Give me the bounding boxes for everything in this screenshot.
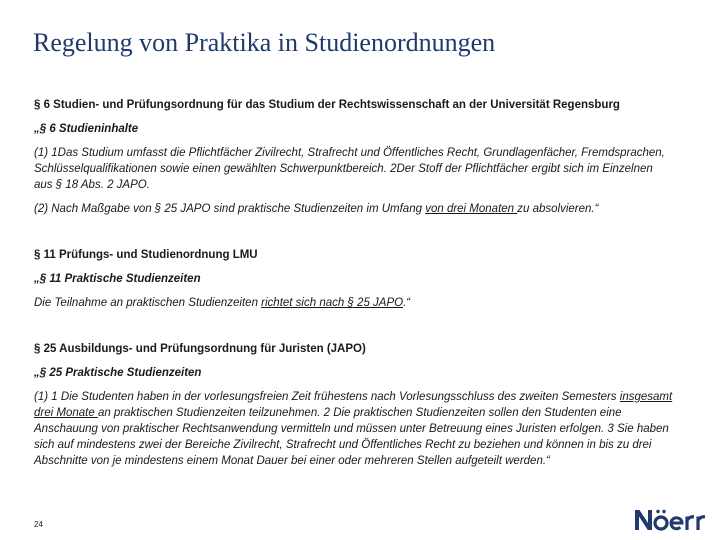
text-segment: .“ <box>403 297 411 309</box>
text-segment: (1) 1 Die Studenten haben in der vorlesungsfreien Zeit frühestens nach Vorlesungsschluss des zweiten Semesters <box>34 391 620 403</box>
paragraph-japo <box>34 389 674 469</box>
underlined-text: von drei Monaten <box>425 203 518 215</box>
section-heading-regensburg: § 6 Studien- und Prüfungsordnung für das Studium der Rechtswissenschaft an der Universität Regensburg <box>34 99 620 111</box>
text-segment: an praktischen Studienzeiten teilzunehmen. 2 Die praktischen Studienzeiten sollen den Studenten eine Anschauung von praktischer Rechtsanwendung vermitteln und müssen unter Betreuung eines Juristen erfolgen. 3 Sie haben sich auf mindestens zwei der Bereiche Zivilrecht, Strafrecht und Öffentliches Recht zu beziehen und können in bis zu drei Abschnitte von je mindestens einem Monat Dauer bei einer oder mehreren Stellen aufgeteilt werden.“ <box>34 407 669 467</box>
underlined-text: richtet sich nach § 25 JAPO <box>261 297 404 309</box>
section-heading-japo: § 25 Ausbildungs- und Prüfungsordnung für Juristen (JAPO) <box>34 343 366 355</box>
quote-title-studieninhalte: „§ 6 Studieninhalte <box>34 123 139 135</box>
text-segment: (2) Nach Maßgabe von § 25 JAPO sind praktische Studienzeiten im Umfang <box>34 203 426 215</box>
section-heading-lmu: § 11 Prüfungs- und Studienordnung LMU <box>34 249 258 261</box>
slide-body <box>34 97 674 469</box>
text-segment: Die Teilnahme an praktischen Studienzeiten <box>34 297 262 309</box>
paragraph-studieninhalte-1: (1) 1Das Studium umfasst die Pflichtfächer Zivilrecht, Strafrecht und Öffentliches Recht, Grundlagenfächer, Fremdsprachen, Schlüsselqualifikationen sowie einen gewählten Schwerpunktbereich. 2Der Stoff der Pflichtfächer ergibt sich im Einzelnen aus § 18 Abs. 2 JAPO. <box>34 147 665 191</box>
paragraph-studieninhalte-2 <box>34 201 674 217</box>
quote-title-praktische-studienzeiten-lmu: „§ 11 Praktische Studienzeiten <box>34 273 201 285</box>
page-number: 24 <box>34 520 43 529</box>
paragraph-lmu <box>34 295 674 311</box>
quote-title-praktische-studienzeiten-japo: „§ 25 Praktische Studienzeiten <box>34 367 202 379</box>
underlined-text: insgesamt drei Monate <box>34 391 673 419</box>
noerr-logo <box>633 504 713 534</box>
page-title: Regelung von Praktika in Studienordnungen <box>33 28 496 57</box>
text-segment: zu absolvieren.“ <box>517 203 599 215</box>
